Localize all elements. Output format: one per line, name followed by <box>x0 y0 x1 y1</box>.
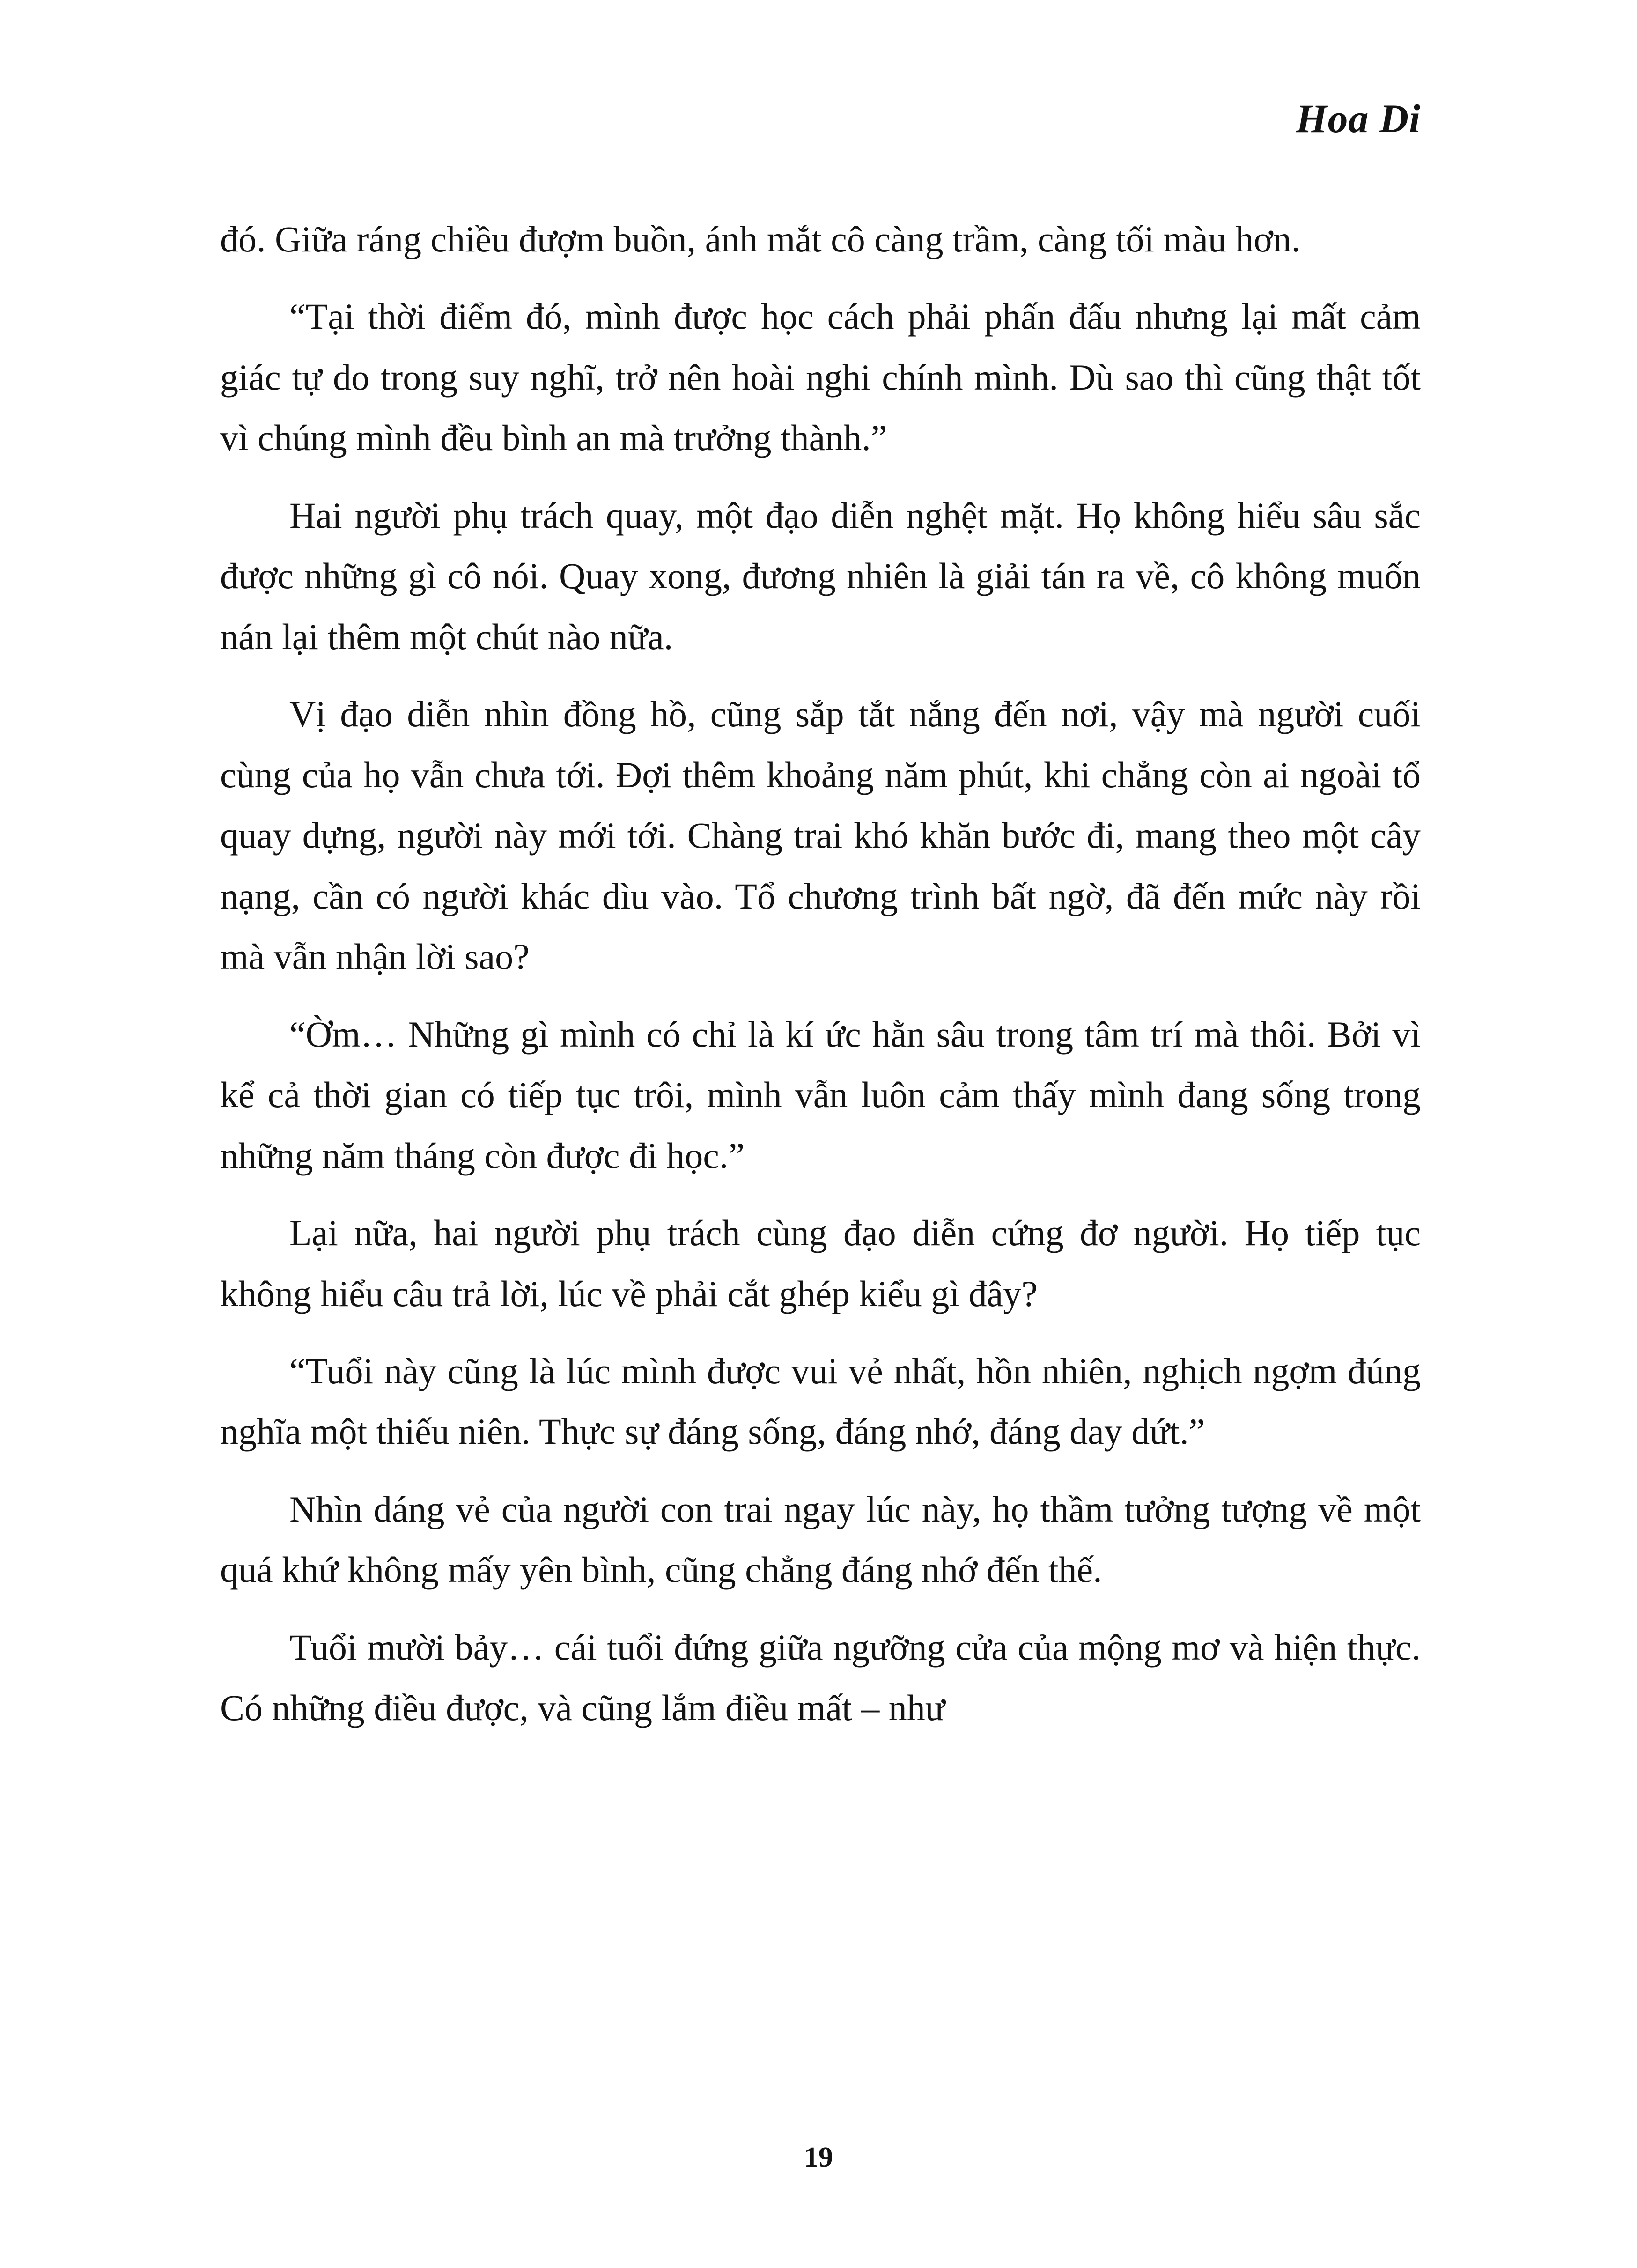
paragraph: đó. Giữa ráng chiều đượm buồn, ánh mắt cô càng trầm, càng tối màu hơn. <box>220 219 1301 259</box>
paragraph: Vị đạo diễn nhìn đồng hồ, cũng sắp tắt nắng đến nơi, vậy mà người cuối cùng của họ vẫn chưa tới. Đợi thêm khoảng năm phút, khi chẳng còn ai ngoài tổ quay dựng, người này mới tới. Chàng trai khó khăn bước đi, mang theo một cây nạng, cần có người khác dìu vào. Tổ chương trình bất ngờ, đã đến mức này rồi mà vẫn nhận lời sao? <box>220 694 1421 977</box>
page-footer <box>0 2141 1637 2174</box>
paragraph: Nhìn dáng vẻ của người con trai ngay lúc này, họ thầm tưởng tượng về một quá khứ không mấy yên bình, cũng chẳng đáng nhớ đến thế. <box>220 1488 1421 1590</box>
paragraph: “Tại thời điểm đó, mình được học cách phải phấn đấu nhưng lại mất cảm giác tự do trong suy nghĩ, trở nên hoài nghi chính mình. Dù sao thì cũng thật tốt vì chúng mình đều bình an mà trưởng thành.” <box>220 296 1421 458</box>
page-number: 19 <box>804 2142 833 2173</box>
running-header <box>220 98 1421 139</box>
paragraph: Hai người phụ trách quay, một đạo diễn nghệt mặt. Họ không hiểu sâu sắc được những gì cô nói. Quay xong, đương nhiên là giải tán ra về, cô không muốn nán lại thêm một chút nào nữa. <box>220 495 1421 657</box>
body-text <box>220 209 1421 1738</box>
paragraph: “Tuổi này cũng là lúc mình được vui vẻ nhất, hồn nhiên, nghịch ngợm đúng nghĩa một thiếu niên. Thực sự đáng sống, đáng nhớ, đáng day dứt.” <box>220 1350 1421 1452</box>
paragraph: “Ờm… Những gì mình có chỉ là kí ức hằn sâu trong tâm trí mà thôi. Bởi vì kể cả thời gian có tiếp tục trôi, mình vẫn luôn cảm thấy mình đang sống trong những năm tháng còn được đi học.” <box>220 1013 1421 1176</box>
paragraph: Lại nữa, hai người phụ trách cùng đạo diễn cứng đơ người. Họ tiếp tục không hiểu câu trả lời, lúc về phải cắt ghép kiểu gì đây? <box>220 1212 1421 1314</box>
running-header-title: Hoa Di <box>1296 96 1421 141</box>
paragraph: Tuổi mười bảy… cái tuổi đứng giữa ngưỡng cửa của mộng mơ và hiện thực. Có những điều được, và cũng lắm điều mất – như <box>220 1626 1421 1729</box>
